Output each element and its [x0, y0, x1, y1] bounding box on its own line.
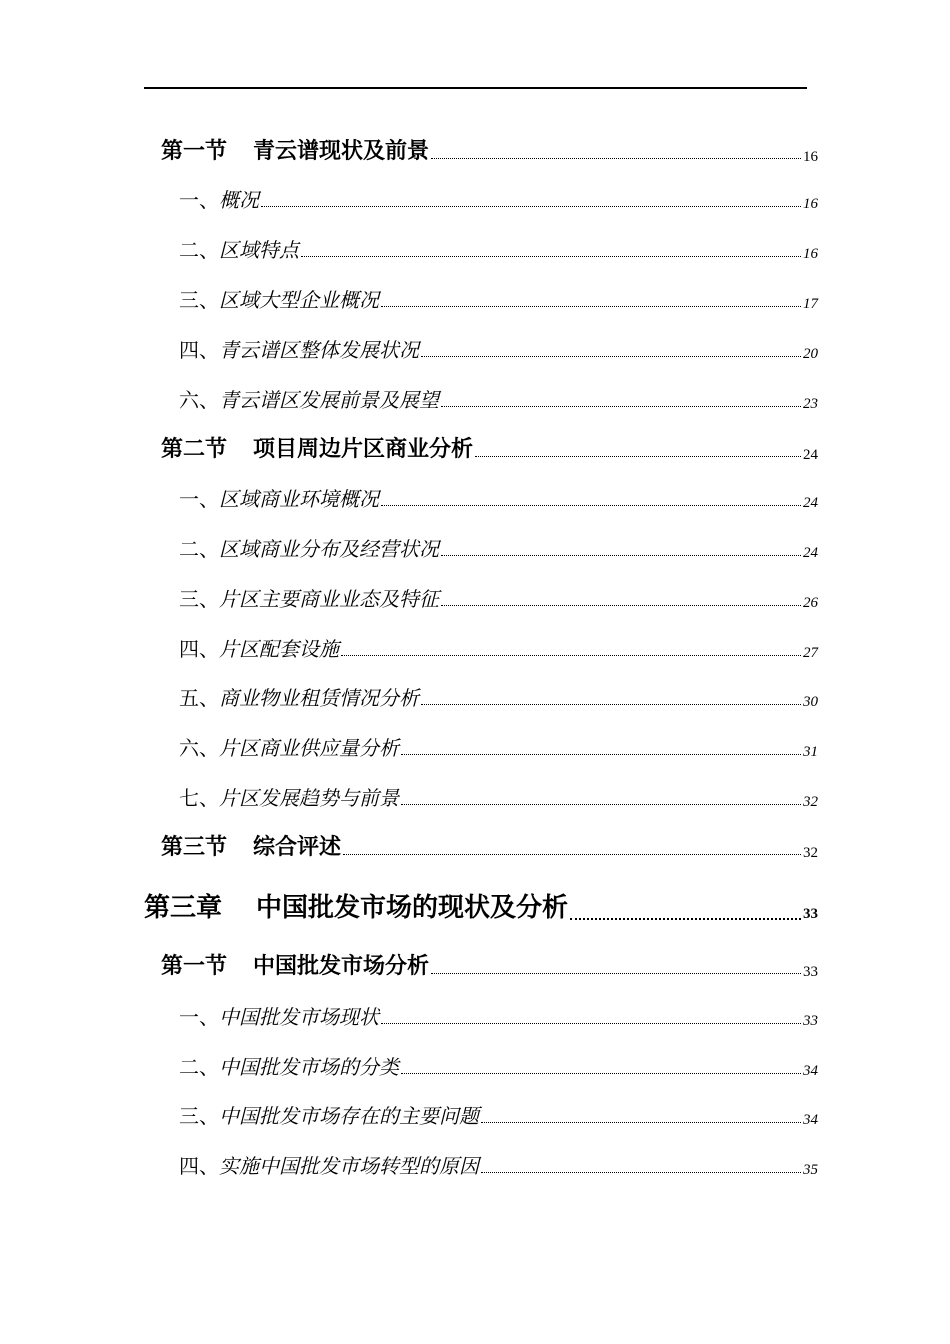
toc-entry-page: 27 — [803, 645, 818, 661]
toc-entry-page: 24 — [803, 495, 818, 511]
toc-entry-number: 一、 — [179, 1005, 219, 1029]
toc-entry-item[interactable] — [179, 1052, 818, 1082]
toc-leader-dots — [381, 1023, 801, 1024]
toc-entry-section[interactable] — [161, 832, 818, 864]
toc-entry-number: 七、 — [179, 786, 219, 810]
toc-entry-title: 片区配套设施 — [219, 637, 339, 661]
toc-entry-number: 四、 — [179, 637, 219, 661]
toc-entry-page: 20 — [803, 346, 818, 362]
toc-entry-item[interactable] — [179, 385, 818, 415]
toc-entry-section[interactable] — [161, 434, 818, 466]
toc-entry-title: 片区发展趋势与前景 — [219, 786, 399, 810]
toc-entry-number: 二、 — [179, 537, 219, 561]
toc-entry-number: 三、 — [179, 1104, 219, 1128]
toc-entry-item[interactable] — [179, 683, 818, 713]
toc-entry-chapter[interactable] — [144, 890, 818, 926]
toc-entry-page: 32 — [803, 845, 818, 861]
toc-entry-page: 23 — [803, 396, 818, 412]
toc-leader-dots — [401, 1073, 801, 1074]
toc-entry-title: 概况 — [219, 188, 259, 212]
toc-leader-dots — [343, 854, 801, 855]
toc-leader-dots — [441, 605, 801, 606]
toc-entry-item[interactable] — [179, 733, 818, 763]
toc-leader-dots — [381, 306, 801, 307]
toc-leader-dots — [475, 456, 801, 457]
toc-entry-number: 一、 — [179, 487, 219, 511]
toc-leader-dots — [481, 1172, 801, 1173]
toc-entry-title: 青云谱区整体发展状况 — [219, 338, 419, 362]
toc-entry-item[interactable] — [179, 584, 818, 614]
toc-leader-dots — [421, 356, 801, 357]
toc-entry-title: 实施中国批发市场转型的原因 — [219, 1154, 479, 1178]
toc-entry-title: 青云谱现状及前景 — [253, 139, 430, 164]
toc-entry-item[interactable] — [179, 1002, 818, 1032]
toc-entry-page: 30 — [803, 694, 818, 710]
toc-entry-item[interactable] — [179, 335, 818, 365]
toc-entry-page: 35 — [803, 1162, 818, 1178]
toc-entry-title: 青云谱区发展前景及展望 — [219, 388, 439, 412]
toc-entry-number: 六、 — [179, 736, 219, 760]
toc-entry-title: 区域商业环境概况 — [219, 487, 379, 511]
toc-entry-section[interactable] — [161, 951, 818, 983]
toc-entry-title: 中国批发市场的现状及分析 — [256, 893, 569, 923]
toc-entry-number: 五、 — [179, 686, 219, 710]
toc-entry-title: 综合评述 — [253, 835, 342, 860]
toc-entry-title: 中国批发市场现状 — [219, 1005, 379, 1029]
toc-entry-item[interactable] — [179, 783, 818, 813]
toc-entry-title: 区域大型企业概况 — [219, 288, 379, 312]
toc-leader-dots — [421, 704, 801, 705]
toc-entry-number: 第一节 — [161, 954, 228, 979]
toc-entry-number: 第三节 — [161, 835, 228, 860]
toc-entry-page: 26 — [803, 595, 818, 611]
toc-leader-dots — [431, 158, 801, 159]
toc-leader-dots — [401, 804, 801, 805]
toc-entry-title: 区域特点 — [219, 238, 299, 262]
toc-entry-item[interactable] — [179, 634, 818, 664]
toc-leader-dots — [341, 655, 801, 656]
toc-leader-dots — [431, 973, 801, 974]
toc-leader-dots — [441, 406, 801, 407]
toc-leader-dots — [570, 918, 801, 920]
toc-entry-number: 第一节 — [161, 139, 228, 164]
toc-entry-number: 三、 — [179, 288, 219, 312]
toc-leader-dots — [401, 754, 801, 755]
toc-entry-item[interactable] — [179, 484, 818, 514]
toc-entry-page: 33 — [803, 964, 818, 980]
toc-entry-item[interactable] — [179, 1151, 818, 1181]
toc-entry-page: 34 — [803, 1112, 818, 1128]
toc-entry-title: 中国批发市场分析 — [253, 954, 430, 979]
toc-entry-title: 项目周边片区商业分析 — [253, 437, 474, 462]
toc-entry-number: 三、 — [179, 587, 219, 611]
toc-entry-page: 16 — [803, 149, 818, 165]
toc-entry-page: 16 — [803, 196, 818, 212]
toc-leader-dots — [261, 206, 801, 207]
toc-entry-title: 区域商业分布及经营状况 — [219, 537, 439, 561]
toc-entry-page: 24 — [803, 447, 818, 463]
toc-entry-item[interactable] — [179, 185, 818, 215]
toc-entry-page: 32 — [803, 794, 818, 810]
toc-entry-page: 17 — [803, 296, 818, 312]
toc-entry-page: 34 — [803, 1063, 818, 1079]
toc-leader-dots — [381, 505, 801, 506]
toc-entry-item[interactable] — [179, 534, 818, 564]
toc-entry-number: 一、 — [179, 188, 219, 212]
toc-entry-number: 四、 — [179, 338, 219, 362]
toc-entry-title: 商业物业租赁情况分析 — [219, 686, 419, 710]
toc-entry-item[interactable] — [179, 285, 818, 315]
toc-leader-dots — [441, 555, 801, 556]
toc-entry-number: 四、 — [179, 1154, 219, 1178]
toc-entry-page: 24 — [803, 545, 818, 561]
toc-entry-title: 中国批发市场的分类 — [219, 1055, 399, 1079]
toc-entry-section[interactable] — [161, 136, 818, 168]
toc-entry-title: 中国批发市场存在的主要问题 — [219, 1104, 479, 1128]
toc-entry-item[interactable] — [179, 1101, 818, 1131]
toc-entry-number: 二、 — [179, 1055, 219, 1079]
toc-entry-page: 33 — [803, 906, 818, 922]
toc-entry-page: 33 — [803, 1013, 818, 1029]
toc-entry-number: 六、 — [179, 388, 219, 412]
toc-leader-dots — [301, 256, 801, 257]
toc-entry-number: 第三章 — [144, 893, 223, 923]
toc-entry-number: 二、 — [179, 238, 219, 262]
toc-entry-item[interactable] — [179, 235, 818, 265]
toc-entry-number: 第二节 — [161, 437, 228, 462]
toc-entry-page: 16 — [803, 246, 818, 262]
toc-entry-page: 31 — [803, 744, 818, 760]
toc-entry-title: 片区商业供应量分析 — [219, 736, 399, 760]
toc-leader-dots — [481, 1122, 801, 1123]
toc-entry-title: 片区主要商业业态及特征 — [219, 587, 439, 611]
